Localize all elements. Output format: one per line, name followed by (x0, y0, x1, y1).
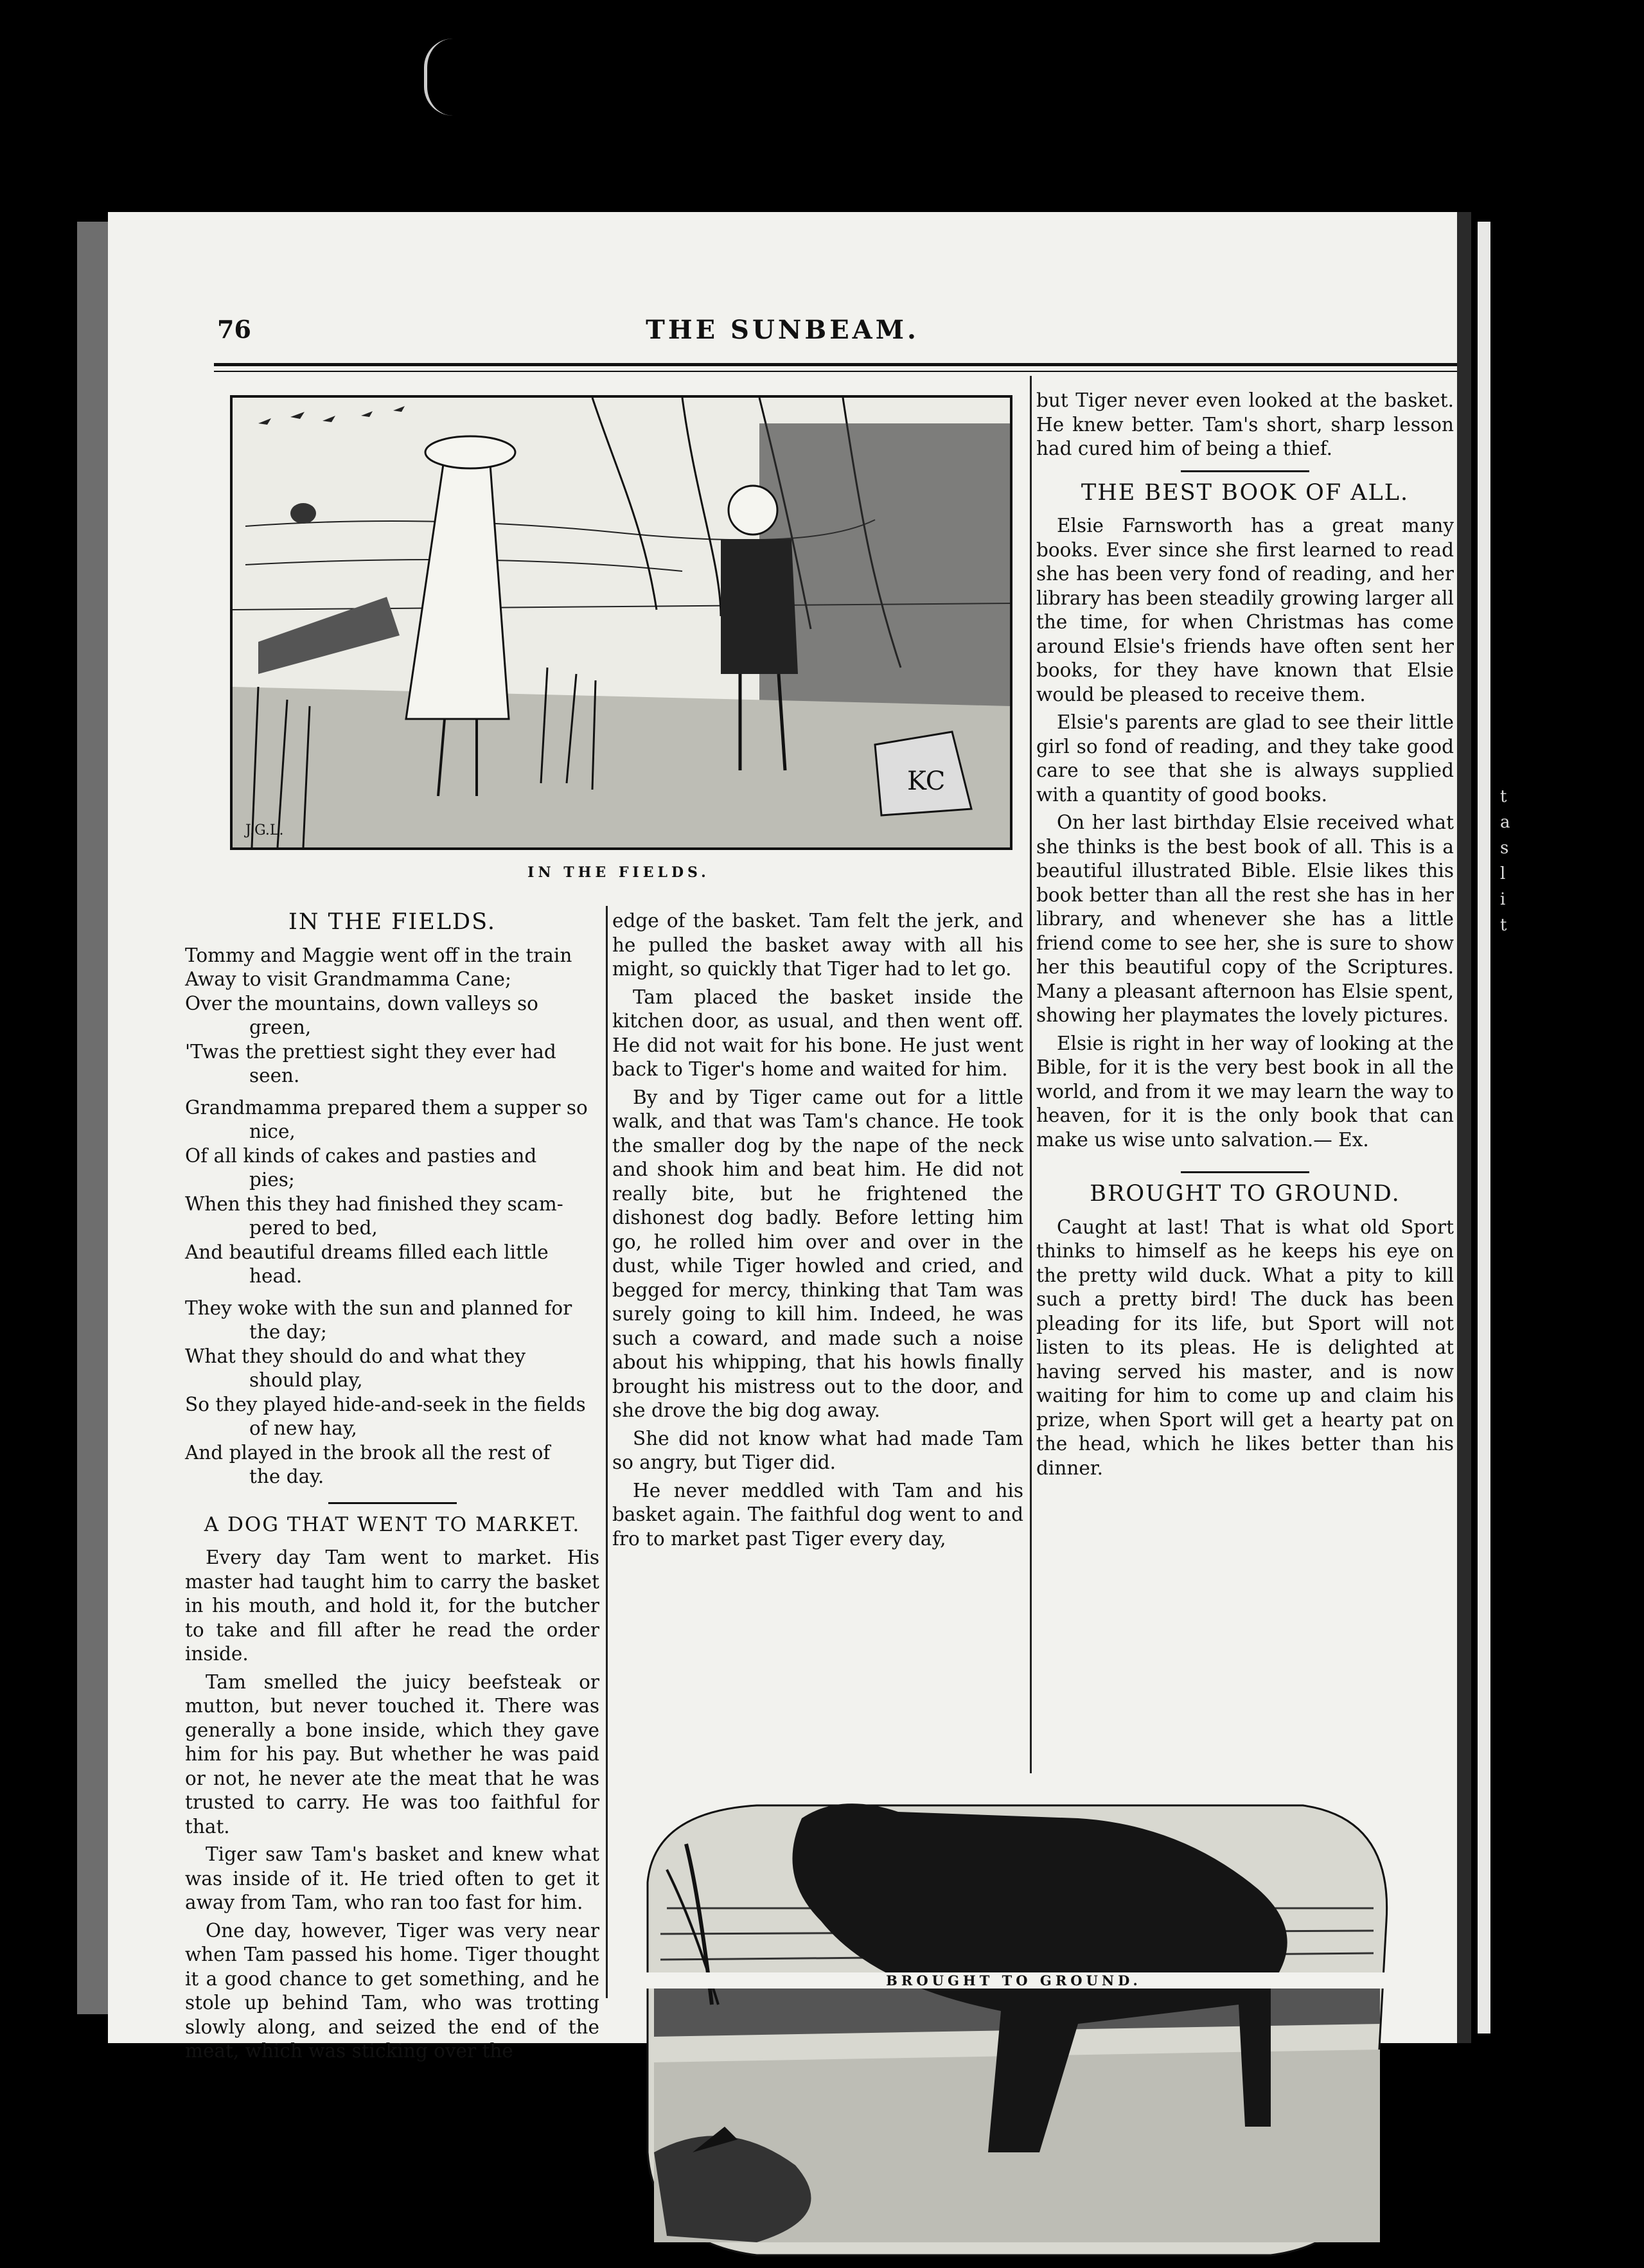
header-rule-thin (214, 371, 1457, 372)
column-1 (185, 903, 599, 2068)
artist-mark: J.G.L. (245, 822, 284, 838)
poem-line: When this they had finished they scam- (185, 1192, 563, 1215)
article-paragraph: On her last birthday Elsie received what she thinks is the best book of all. This is a beautiful illustrated Bible. Elsie likes this book better than all the rest she has in her library, and whenever she has a little friend come to see her, she is sure to show her this beautiful copy of the Scriptures. Many a pleasant afternoon has Elsie spent, showing her playmates the lovely pictures. (1036, 811, 1454, 1026)
poem-line: should play, (249, 1369, 363, 1391)
poem-line: Of all kinds of cakes and pasties and (185, 1144, 537, 1167)
best-book-title: THE BEST BOOK OF ALL. (1081, 479, 1410, 506)
poem-in-the-fields (185, 944, 599, 1489)
article-paragraph: Elsie is right in her way of looking at the Bible, for it is the very best book in all the world, and from it we may learn the way to heaven, for it is the only book that can make us wise unto salvation.— Ex. (1036, 1032, 1454, 1151)
story-paragraph: Every day Tam went to market. His master had taught him to carry the basket in his mouth, and hold it, for the butcher to take and fill after he read the order inside. (185, 1546, 599, 1665)
running-title: THE SUNBEAM. (646, 315, 919, 345)
header-rule-thick (214, 363, 1457, 366)
section-divider (328, 1502, 457, 1504)
scan-artifact (424, 39, 453, 116)
poem-line: the day. (249, 1466, 324, 1487)
poem-line: nice, (249, 1121, 296, 1142)
article-paragraph: Caught at last! That is what old Sport thinks to himself as he keeps his eye on the pretty wild duck. What a pity to kill such a pretty bird! The duck has been pleading for its life, but Sport will not listen to its pleas. He is delighted at having served his master, and is now waiting for him to come up and claim his prize, when Sport will get a hearty pat on the head, which he likes better than his dinner. (1036, 1216, 1454, 1479)
story-paragraph: Tam smelled the juicy beefsteak or mutton, but never touched it. There was generally a bone inside, which they gave him for his pay. But whether he was paid or not, he never ate the meat that he was trusted to carry. He was too faithful for that. (185, 1670, 599, 1838)
poem-line: Grandmamma prepared them a supper so (185, 1096, 588, 1119)
story-continuation: but Tiger never even looked at the basket. He knew better. Tam's short, sharp lesson had cured him of being a thief. (1036, 389, 1454, 459)
poem-line: pered to bed, (249, 1217, 378, 1239)
column-rule-1 (606, 906, 608, 1998)
poem-stanza-2 (185, 1096, 599, 1289)
poem-line: the day; (249, 1321, 327, 1343)
poem-line: Over the mountains, down valleys so (185, 992, 538, 1014)
poem-line: They woke with the sun and planned for (185, 1297, 572, 1319)
poem-line: head. (249, 1265, 303, 1287)
section-divider (1181, 470, 1309, 472)
story-paragraph: Tiger saw Tam's basket and knew what was inside of it. He tried often to get it away from Tam, who ran too fast for him. (185, 1843, 599, 1913)
story-paragraph: By and by Tiger came out for a little walk, and that was Tam's chance. He took the smaller dog by the nape of the neck and shook him and beat him. He did not really bite, but he frightened the dishonest dog badly. Before letting him go, he rolled him over and over in the dust, while Tiger howled and cried, and begged for mercy, thinking that Tam was surely going to kill him. Indeed, he was such a coward, and made such a noise about his whipping, that his howls finally brought his mistress out to the door, and she drove the big dog away. (612, 1086, 1023, 1421)
caption-in-the-fields: IN THE FIELDS. (527, 864, 710, 881)
illustration-brought-to-ground (628, 1793, 1399, 2268)
next-page-edge (1478, 222, 1490, 2033)
dog-and-duck-engraving (628, 1793, 1399, 2268)
poem-line: green, (249, 1016, 312, 1038)
poem-line: of new hay, (249, 1417, 357, 1439)
poem-line: So they played hide-and-seek in the fields (185, 1393, 586, 1415)
book-spine (77, 222, 108, 2014)
story-paragraph: She did not know what had made Tam so angry, but Tiger did. (612, 1427, 1023, 1473)
column-rule-2 (1030, 376, 1032, 1773)
page-edge-shadow (1457, 212, 1471, 2043)
poem-line: Away to visit Grandmamma Cane; (185, 968, 511, 990)
brought-to-ground-title: BROUGHT TO GROUND. (1090, 1181, 1401, 1207)
poem-line: And beautiful dreams filled each little (185, 1241, 549, 1263)
poem-stanza-1 (185, 944, 599, 1088)
story-dog-title: A DOG THAT WENT TO MARKET. (204, 1512, 581, 1536)
story-paragraph: Tam placed the basket inside the kitchen door, as usual, and then went off. He did not wait for his bone. He just went back to Tiger's home and waited for him. (612, 986, 1023, 1080)
caption-brought-to-ground: BROUGHT TO GROUND. (628, 1972, 1399, 1989)
illustration-in-the-fields (230, 395, 1012, 850)
magazine-page (108, 212, 1457, 2062)
article-paragraph: Elsie Farnsworth has a great many books. Ever since she first learned to read she has been very fond of reading, and her library has been steadily growing larger all the time, for when Christmas has come around Elsie's friends have often sent her books, for they have known that Elsie would be pleased to receive them. (1036, 515, 1454, 705)
poem-line: seen. (249, 1065, 300, 1086)
article-paragraph: Elsie's parents are glad to see their little girl so fond of reading, and they take good care to see that she is always supplied with a quantity of good books. (1036, 711, 1454, 806)
poem-line: And played in the brook all the rest of (185, 1441, 551, 1464)
story-paragraph: One day, however, Tiger was very near when Tam passed his home. Tiger thought it a good chance to get something, and he stole up behind Tam, who was trotting slowly along, and seized the end of the meat, which was sticking over the (185, 1919, 599, 2062)
column-3 (1036, 389, 1454, 1484)
poem-line: pies; (249, 1169, 295, 1191)
engraver-signature: KC (907, 766, 946, 796)
children-in-brook-engraving (233, 398, 1010, 847)
poem-line: Tommy and Maggie went off in the train (185, 944, 572, 966)
section-divider (1181, 1171, 1309, 1173)
page-number: 76 (217, 315, 251, 344)
column-2 (612, 909, 1023, 1555)
poem-line: 'Twas the prettiest sight they ever had (185, 1040, 556, 1063)
poem-title: IN THE FIELDS. (288, 909, 496, 935)
story-paragraph: He never meddled with Tam and his basket again. The faithful dog went to and fro to market past Tiger every day, (612, 1479, 1023, 1550)
poem-stanza-3 (185, 1297, 599, 1489)
poem-line: What they should do and what they (185, 1345, 526, 1367)
story-paragraph: edge of the basket. Tam felt the jerk, and he pulled the basket away with all his might, so quickly that Tiger had to let go. (612, 910, 1023, 980)
next-page-stray-letters: t a s l i t (1500, 787, 1510, 935)
